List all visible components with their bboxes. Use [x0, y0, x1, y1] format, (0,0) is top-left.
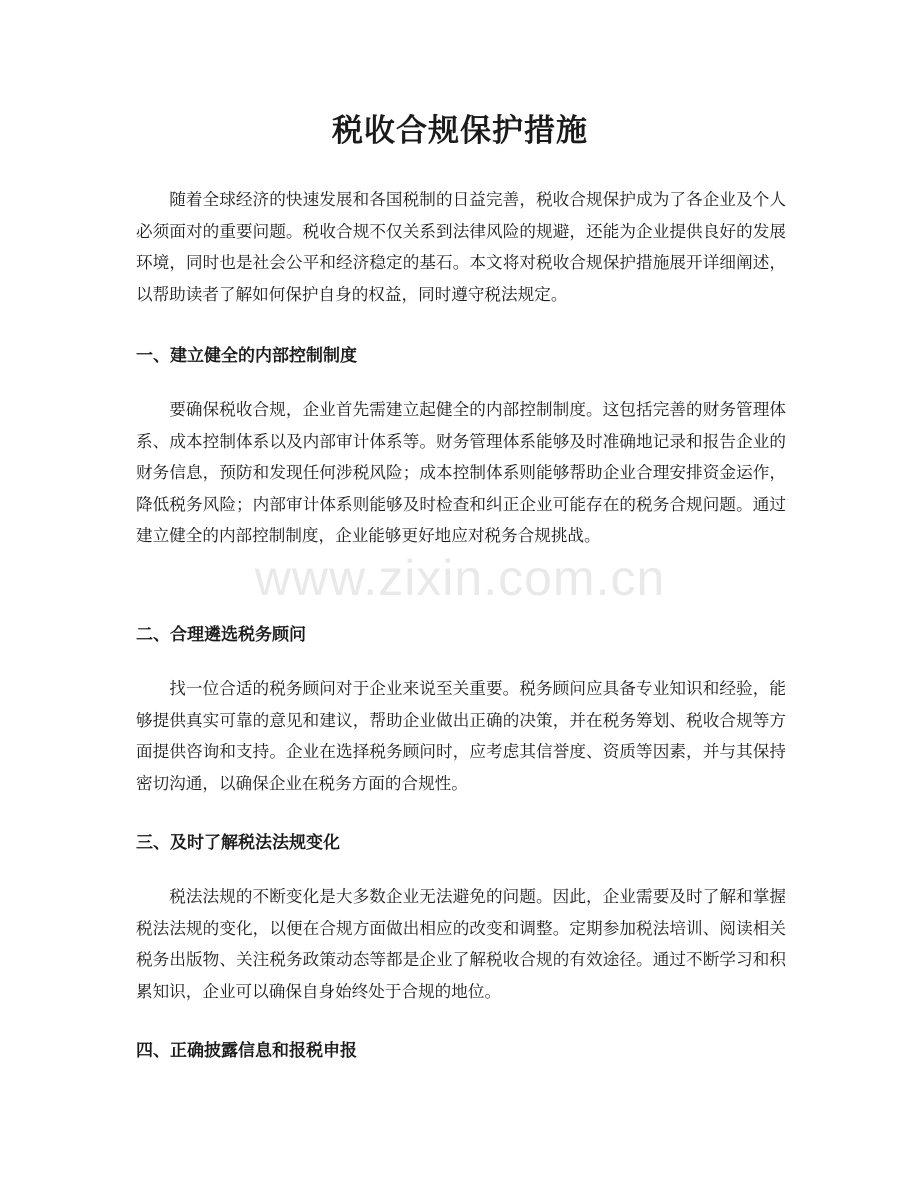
section-paragraph-3: 税法法规的不断变化是大多数企业无法避免的问题。因此，企业需要及时了解和掌握税法法规的变化，以便在合规方面做出相应的改变和调整。定期参加税法培训、阅读相关税务出版物、关注税务政策动态等都是企业了解税收合规的有效途径。通过不断学习和积累知识，企业可以确保自身始终处于合规的地位。	[136, 887, 786, 1001]
watermark: www.zixin.com.cn	[254, 550, 666, 606]
section-heading-4: 四、正确披露信息和报税申报	[136, 1041, 357, 1061]
section-paragraph-2: 找一位合适的税务顾问对于企业来说至关重要。税务顾问应具备专业知识和经验，能够提供真实可靠的意见和建议，帮助企业做出正确的决策，并在税务筹划、税收合规等方面提供咨询和支持。企业在选择税务顾问时，应考虑其信誉度、资质等因素，并与其保持密切沟通，以确保企业在税务方面的合规性。	[136, 679, 786, 793]
page-title: 税收合规保护措施	[332, 113, 588, 149]
intro-paragraph: 随着全球经济的快速发展和各国税制的日益完善，税收合规保护成为了各企业及个人必须面对的重要问题。税收合规不仅关系到法律风险的规避，还能为企业提供良好的发展环境，同时也是社会公平和经济稳定的基石。本文将对税收合规保护措施展开详细阐述，以帮助读者了解如何保护自身的权益，同时遵守税法规定。	[136, 190, 786, 304]
section-paragraph-1: 要确保税收合规，企业首先需建立起健全的内部控制制度。这包括完善的财务管理体系、成本控制体系以及内部审计体系等。财务管理体系能够及时准确地记录和报告企业的财务信息，预防和发现任何涉税风险；成本控制体系则能够帮助企业合理安排资金运作，降低税务风险；内部审计体系则能够及时检查和纠正企业可能存在的税务合规问题。通过建立健全的内部控制制度，企业能够更好地应对税务合规挑战。	[136, 400, 786, 545]
section-heading-3: 三、及时了解税法法规变化	[136, 833, 340, 853]
section-heading-2: 二、合理遴选税务顾问	[136, 625, 306, 645]
section-heading-1: 一、建立健全的内部控制制度	[136, 346, 357, 366]
